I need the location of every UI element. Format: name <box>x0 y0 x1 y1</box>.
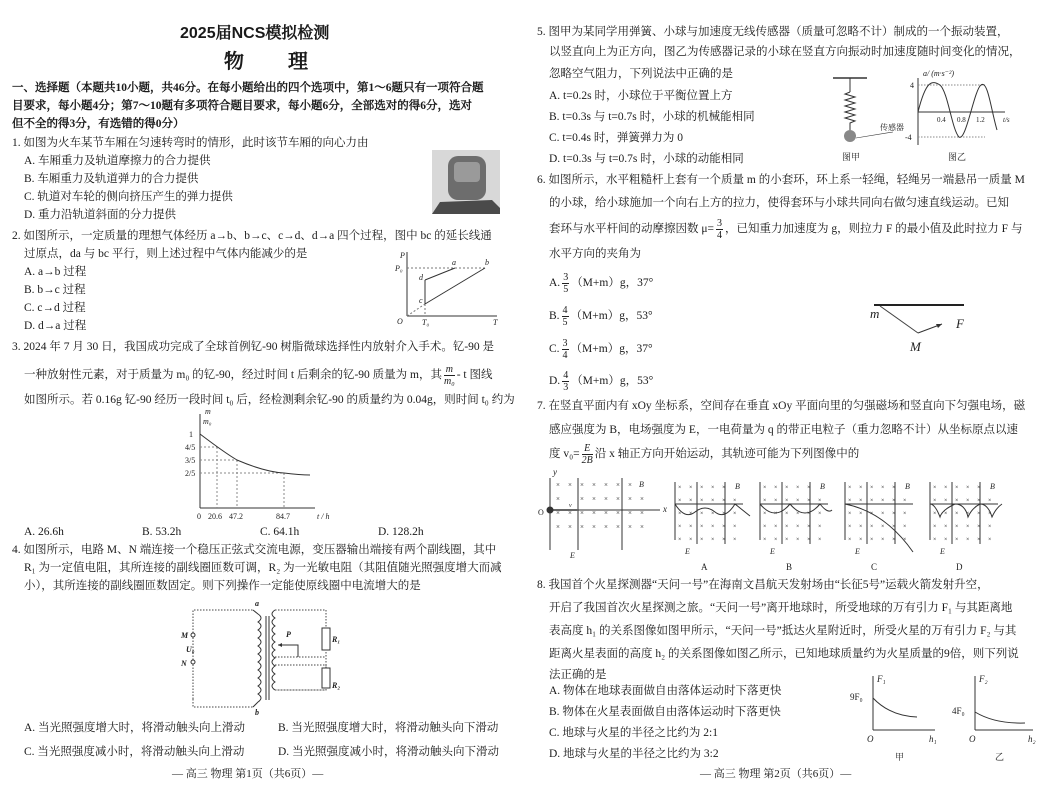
b-field-label: B <box>639 480 644 489</box>
b-field-cross: × <box>818 537 822 543</box>
b-field-cross: × <box>592 523 596 531</box>
b-field-cross: × <box>785 524 789 530</box>
b-field-cross: × <box>892 498 896 504</box>
ring-m-label: m <box>870 306 880 321</box>
q1-option-c: C. 轨道对车轮的侧向挤压产生的弹力提供 <box>24 191 233 203</box>
q8-stem: 距离火星表面的高度 h₂ 的关系图像如图乙所示，已知地球质量约为火星质量的9倍，则下列说 <box>549 648 1019 660</box>
b-field-cross: × <box>678 537 682 543</box>
q7-stem: 度 v₀= $\frac{E}{2B}$ 沿 x 轴正方向开始运动，其轨迹可能为下列图像中的 <box>549 443 860 466</box>
x-tick: 1.2 <box>976 116 985 124</box>
q6-stem: 的小球，给小球施加一个向右上方的拉力，使得套环与小球共同向右做匀速直线运动。已知 <box>549 197 1009 209</box>
x-tick: 47.2 <box>229 512 243 521</box>
b-field-cross: × <box>763 524 767 530</box>
q3-stem: 如图所示。若 0.16g 钇-90 经历一段时间 t₀ 后，经检测剩余钇-90 的质量约为 0.04g，则时间 t₀ 约为 <box>24 394 515 406</box>
b-field-cross: × <box>933 537 937 543</box>
b-field-cross: × <box>944 537 948 543</box>
b-field-cross: × <box>785 498 789 504</box>
q6-stem-text: ，已知重力加速度为 g，则拉力 F 的最小值及此时拉力 F 与 <box>725 223 1023 236</box>
b-field-cross: × <box>640 509 644 517</box>
q4-stem: 小），其所连接的副线圈匝数固定。则下列操作一定能使原线圈中电流增大的是 <box>24 580 421 592</box>
b-field-cross: × <box>848 537 852 543</box>
choice-d-label: D <box>956 562 963 572</box>
q2-option-c: C. c→d 过程 <box>24 302 86 314</box>
b-field-cross: × <box>988 498 992 504</box>
particle <box>547 507 554 514</box>
q3-stem <box>24 364 492 387</box>
b-field-cross: × <box>733 498 737 504</box>
field-trajectory-figures <box>538 467 1025 575</box>
b-field-cross: × <box>955 498 959 504</box>
b-field-cross: × <box>568 509 572 517</box>
x-label: t / h <box>317 512 330 521</box>
b-field-cross: × <box>933 511 937 517</box>
b-field-cross: × <box>678 498 682 504</box>
b-field-cross: × <box>733 524 737 530</box>
q8-option-b: B. 物体在火星表面做自由落体运动时下落更快 <box>549 706 781 718</box>
y-tick: 3/5 <box>185 456 196 465</box>
f2-axis-label: F₂ <box>979 674 988 684</box>
b-field-cross: × <box>628 509 632 517</box>
b-field-cross: × <box>580 481 584 489</box>
b-field-cross: × <box>592 495 596 503</box>
b-field-cross: × <box>859 537 863 543</box>
b-field-cross: × <box>763 537 767 543</box>
page-footer-2: — 高三 物理 第2页（共6页）— <box>700 768 852 780</box>
b-field-cross: × <box>881 498 885 504</box>
b-field-cross: × <box>807 537 811 543</box>
b-field-cross: × <box>955 511 959 517</box>
b-field-cross: × <box>722 537 726 543</box>
b-field-cross: × <box>711 498 715 504</box>
slider-p-label: P <box>286 630 291 639</box>
spring-and-accel-graph <box>825 70 1025 165</box>
point-a-label: a <box>452 258 456 267</box>
b-field-cross: × <box>870 511 874 517</box>
b-field-cross: × <box>628 495 632 503</box>
b-field-cross: × <box>966 498 970 504</box>
point-d-label: d <box>419 273 423 282</box>
r2-label: R₂ <box>332 681 341 690</box>
b-field-cross: × <box>774 511 778 517</box>
q6-option-c: C. $\frac{3}{4}$ （M+m）g，37° <box>549 338 653 361</box>
q4-option-d: D. 当光照强度减小时，将滑动触头向下滑动 <box>278 746 500 758</box>
b-field-cross: × <box>988 524 992 530</box>
point-b-label: b <box>485 258 489 267</box>
q6-option-d: D. $\frac{4}{3}$ （M+m）g，53° <box>549 370 654 393</box>
b-field-cross: × <box>556 495 560 503</box>
q4-option-a: A. 当光照强度增大时，将滑动触头向上滑动 <box>24 722 246 734</box>
b-field-cross: × <box>700 485 704 491</box>
b-field-cross: × <box>944 511 948 517</box>
b-field-cross: × <box>733 537 737 543</box>
f1-intercept-label: 9F₀ <box>850 692 863 702</box>
origin-label: O <box>867 734 874 744</box>
b-field-cross: × <box>700 524 704 530</box>
b-field-cross: × <box>640 523 644 531</box>
b-field-cross: × <box>955 537 959 543</box>
b-field-cross: × <box>818 511 822 517</box>
b-field-cross: × <box>722 485 726 491</box>
b-field-cross: × <box>711 485 715 491</box>
b-field-cross: × <box>944 498 948 504</box>
b-field-cross: × <box>955 524 959 530</box>
accel-y-label: a/ (m·s⁻²) <box>923 69 955 78</box>
b-field-cross: × <box>774 485 778 491</box>
b-field-cross: × <box>977 524 981 530</box>
b-field-cross: × <box>568 481 572 489</box>
b-field-label: B <box>905 482 910 491</box>
q7-stem: 7. 在竖直平面内有 xOy 坐标系，空间存在垂直 xOy 平面向里的匀强磁场和竖直向下匀强电场，磁 <box>537 400 1026 412</box>
b-field-cross: × <box>881 485 885 491</box>
b-field-cross: × <box>774 537 778 543</box>
b-field-cross: × <box>700 537 704 543</box>
ring-rope-diagram <box>868 298 978 358</box>
terminal-a-label: a <box>255 599 259 608</box>
q5-option-b: B. t=0.3s 与 t=0.7s 时，小球的机械能相同 <box>549 111 755 123</box>
b-field-cross: × <box>966 524 970 530</box>
b-field-cross: × <box>848 511 852 517</box>
b-field-cross: × <box>796 524 800 530</box>
q6-stem <box>549 218 1022 241</box>
b-field-cross: × <box>785 511 789 517</box>
b-field-cross: × <box>604 481 608 489</box>
q5-option-d: D. t=0.3s 与 t=0.7s 时，小球的动能相同 <box>549 153 744 165</box>
y-tick: 4 <box>910 81 914 90</box>
b-field-cross: × <box>711 524 715 530</box>
b-field-cross: × <box>556 481 560 489</box>
e-field-label: E <box>770 547 775 556</box>
q8-stem: 开启了我国首次火星探测之旅。“天问一号”离开地球时，所受地球的万有引力 F₁ 与其距离地 <box>549 602 1013 614</box>
b-field-cross: × <box>678 511 682 517</box>
b-field-cross: × <box>796 498 800 504</box>
q2-option-a: A. a→b 过程 <box>24 266 87 278</box>
u0-label: U₀ <box>186 645 195 654</box>
ball-M-label: M <box>910 339 921 354</box>
b-field-cross: × <box>604 495 608 503</box>
q4-option-b: B. 当光照强度增大时，将滑动触头向下滑动 <box>278 722 499 734</box>
q5-stem: 忽略空气阻力，下列说法中正确的是 <box>549 68 733 80</box>
b-field-cross: × <box>870 537 874 543</box>
y-axis-label: y <box>553 467 557 477</box>
q8-option-a: A. 物体在地球表面做自由落体运动时下落更快 <box>549 685 782 697</box>
b-field-cross: × <box>689 485 693 491</box>
e-field-label: E <box>685 547 690 556</box>
b-field-cross: × <box>722 524 726 530</box>
b-field-cross: × <box>689 498 693 504</box>
b-field-cross: × <box>807 498 811 504</box>
b-field-cross: × <box>580 495 584 503</box>
b-field-cross: × <box>818 498 822 504</box>
b-field-cross: × <box>616 523 620 531</box>
q6-stem-text: 套环与水平杆间的动摩擦因数 μ= <box>549 223 715 236</box>
b-field-cross: × <box>689 511 693 517</box>
b-field-label: B <box>990 482 995 491</box>
terminal-n-label: N <box>181 659 187 668</box>
origin-label: O <box>538 508 544 517</box>
b-field-cross: × <box>988 511 992 517</box>
b-field-cross: × <box>892 537 896 543</box>
y-tick: -4 <box>905 133 912 142</box>
b-field-cross: × <box>678 485 682 491</box>
x-tick: 0.4 <box>937 116 946 124</box>
b-field-cross: × <box>700 498 704 504</box>
q3-stem: 3. 2024 年 7 月 30 日，我国成功完成了全球首例钇-90 树脂微球选择性内放射介入手术。钇-90 是 <box>12 341 495 353</box>
graph-a-caption: 甲 <box>895 752 905 762</box>
b-field-cross: × <box>859 498 863 504</box>
q4-stem: 4. 如图所示，电路 M、N 端连接一个稳压正弦式交流电源，变压器输出端接有两个副线圈，其中 <box>12 544 497 556</box>
q3-option-d: D. 128.2h <box>378 526 424 538</box>
b-field-cross: × <box>903 511 907 517</box>
section-instructions: 目要求，每小题4分；第7～10题有多项符合题目要求，每小题6分，全部选对的得6分，选对 <box>12 100 472 112</box>
m-over-m0-fraction: $\frac{m}{\text{m₀}}$ <box>444 364 455 387</box>
subject-title: 物 理 <box>224 51 320 73</box>
b-field-cross: × <box>892 511 896 517</box>
b-field-cross: × <box>616 481 620 489</box>
b-field-cross: × <box>848 524 852 530</box>
b-field-cross: × <box>933 485 937 491</box>
q5-option-c: C. t=0.4s 时，弹簧弹力为 0 <box>549 132 683 144</box>
q8-option-d: D. 地球与火星的半径之比约为 3:2 <box>549 748 719 760</box>
b-field-cross: × <box>796 485 800 491</box>
b-field-cross: × <box>556 523 560 531</box>
q6-stem: 水平方向的夹角为 <box>549 248 641 260</box>
y-tick: 4/5 <box>185 443 196 452</box>
b-field-cross: × <box>774 524 778 530</box>
e-field-label: E <box>855 547 860 556</box>
b-field-cross: × <box>870 485 874 491</box>
q5-stem: 5. 图甲为某同学用弹簧、小球与加速度无线传感器（质量可忽略不计）制成的一个振动装置， <box>537 26 1009 38</box>
b-field-cross: × <box>568 523 572 531</box>
b-field-cross: × <box>592 481 596 489</box>
section-instructions: 一、选择题（本题共10小题，共46分。在每小题给出的四个选项中，第1～6题只有一项符合题 <box>12 82 484 94</box>
b-field-cross: × <box>785 537 789 543</box>
b-field-cross: × <box>903 498 907 504</box>
b-field-cross: × <box>616 509 620 517</box>
q8-stem: 表高度 h₁ 的关系图像如图甲所示，“天问一号”抵达火星附近时，所受火星的万有引力 F₂ 与其 <box>549 625 1017 637</box>
b-field-cross: × <box>678 524 682 530</box>
b-field-cross: × <box>848 498 852 504</box>
y-label-den: m₀ <box>203 417 212 426</box>
b-field-cross: × <box>903 537 907 543</box>
exam-title: 2025届NCS模拟检测 <box>180 25 330 42</box>
e-field-label: E <box>570 551 575 560</box>
b-field-cross: × <box>903 524 907 530</box>
y-label-num: m <box>205 407 211 416</box>
e-field-label: E <box>940 547 945 556</box>
b-field-cross: × <box>689 524 693 530</box>
b-field-cross: × <box>881 524 885 530</box>
pt-diagram <box>395 250 510 326</box>
b-field-cross: × <box>640 495 644 503</box>
b-field-cross: × <box>944 524 948 530</box>
b-field-cross: × <box>796 537 800 543</box>
q3-stem-text: 一种放射性元素，对于质量为 m₀ 的钇-90，经过时间 t 后剩余的钇-90 质量为 m，其 <box>24 369 442 382</box>
b-field-cross: × <box>818 524 822 530</box>
b-field-cross: × <box>774 498 778 504</box>
b-field-cross: × <box>711 537 715 543</box>
b-field-cross: × <box>859 511 863 517</box>
q8-stem: 8. 我国首个火星探测器“天问一号”在海南文昌航天发射场由“长征5号”运载火箭发射升空， <box>537 579 989 591</box>
b-field-cross: × <box>881 511 885 517</box>
q6-option-b: B. $\frac{4}{5}$ （M+m）g，53° <box>549 305 653 328</box>
b-field-cross: × <box>944 485 948 491</box>
q4-option-c: C. 当光照强度减小时，将滑动触头向上滑动 <box>24 746 245 758</box>
b-field-cross: × <box>785 485 789 491</box>
b-field-cross: × <box>977 511 981 517</box>
b-field-cross: × <box>966 537 970 543</box>
x-tick: 20.6 <box>208 512 222 521</box>
q1-option-b: B. 车厢重力及轨道弹力的合力提供 <box>24 173 199 185</box>
b-field-cross: × <box>977 498 981 504</box>
q6-option-a: A. $\frac{3}{5}$ （M+m）g，37° <box>549 272 654 295</box>
b-field-cross: × <box>807 524 811 530</box>
b-field-cross: × <box>604 509 608 517</box>
b-field-cross: × <box>977 537 981 543</box>
terminal-b-label: b <box>255 708 259 717</box>
q8-stem: 法正确的是 <box>549 669 607 681</box>
f2-intercept-label: 4F₀ <box>952 706 965 716</box>
p-axis-label: P <box>400 251 405 260</box>
choice-a-label: A <box>701 562 708 572</box>
b-field-cross: × <box>763 511 767 517</box>
b-field-cross: × <box>988 537 992 543</box>
mu-fraction: $\frac{3}{4}$ <box>717 218 723 241</box>
q5-option-a: A. t=0.2s 时，小球位于平衡位置上方 <box>549 90 733 102</box>
b-field-cross: × <box>870 524 874 530</box>
velocity-label: v <box>569 503 572 509</box>
graph-b-caption: 乙 <box>995 752 1005 762</box>
b-field-cross: × <box>933 498 937 504</box>
q4-stem: R₁ 为一定值电阻，其所连接的副线圈匝数可调，R₂ 为一光敏电阻（其阻值随光照强度增大而减 <box>24 562 502 574</box>
b-field-cross: × <box>977 485 981 491</box>
b-field-cross: × <box>881 537 885 543</box>
x-axis-label: x <box>663 504 667 514</box>
q5-stem: 以竖直向上为正方向，图乙为传感器记录的小球在竖直方向振动时加速度随时间变化的情况， <box>549 46 1021 58</box>
b-field-cross: × <box>892 524 896 530</box>
b-field-cross: × <box>955 485 959 491</box>
b-field-cross: × <box>859 524 863 530</box>
b-field-label: B <box>735 482 740 491</box>
b-field-cross: × <box>580 523 584 531</box>
q3-option-c: C. 64.1h <box>260 526 300 538</box>
t-axis-label: T <box>493 318 498 327</box>
y-tick: 2/5 <box>185 469 196 478</box>
h2-axis-label: h₂ <box>1028 734 1036 744</box>
b-field-cross: × <box>580 509 584 517</box>
decay-graph <box>185 408 345 520</box>
x-tick: 0.8 <box>957 116 966 124</box>
b-field-cross: × <box>628 523 632 531</box>
origin-label: O <box>397 317 403 326</box>
y-tick: 1 <box>189 430 193 439</box>
q3-option-a: A. 26.6h <box>24 526 64 538</box>
b-field-cross: × <box>700 511 704 517</box>
q2-stem: 过原点，da 与 bc 平行，则上述过程中气体内能减少的是 <box>24 248 308 260</box>
q1-option-a: A. 车厢重力及轨道摩擦力的合力提供 <box>24 155 211 167</box>
b-field-cross: × <box>848 485 852 491</box>
b-field-cross: × <box>604 523 608 531</box>
b-field-cross: × <box>763 498 767 504</box>
b-field-cross: × <box>807 485 811 491</box>
q7-stem: 感应强度为 B，电场强度为 E，一电荷量为 q 的带正电粒子（重力忽略不计）从坐标原点以速 <box>549 424 1018 436</box>
x-label: t/s <box>1003 116 1010 124</box>
b-field-cross: × <box>689 537 693 543</box>
train-photo <box>432 150 500 214</box>
b-field-cross: × <box>733 511 737 517</box>
b-field-label: B <box>820 482 825 491</box>
point-c-label: c <box>419 296 423 305</box>
x-tick: 84.7 <box>276 512 290 521</box>
b-field-cross: × <box>807 511 811 517</box>
choice-b-label: B <box>786 562 793 572</box>
b-field-cross: × <box>796 511 800 517</box>
b-field-cross: × <box>933 524 937 530</box>
q1-stem: 1. 如图为火车某节车厢在匀速转弯时的情形，此时该节车厢的向心力由 <box>12 137 369 149</box>
b-field-cross: × <box>616 495 620 503</box>
b-field-cross: × <box>628 481 632 489</box>
figure-b-caption: 图乙 <box>948 152 967 162</box>
b-field-cross: × <box>722 511 726 517</box>
terminal-m-label: M <box>181 631 189 640</box>
h1-axis-label: h₁ <box>929 734 937 744</box>
b-field-cross: × <box>592 509 596 517</box>
r1-label: R₁ <box>332 635 341 644</box>
b-field-cross: × <box>966 485 970 491</box>
force-F-label: F <box>956 316 964 331</box>
figure-a-caption: 图甲 <box>842 152 861 162</box>
section-instructions: 但不全的得3分，有选错的得0分） <box>12 118 185 130</box>
q2-option-d: D. d→a 过程 <box>24 320 87 332</box>
b-field-cross: × <box>859 485 863 491</box>
t0-label: T₀ <box>422 318 430 327</box>
b-field-cross: × <box>966 511 970 517</box>
f1-axis-label: F₁ <box>877 674 886 684</box>
p0-label: P₀ <box>395 264 403 273</box>
sensor-label: 传感器 <box>880 123 904 132</box>
q6-stem: 6. 如图所示，水平粗糙杆上套有一个质量 m 的小套环，环上系一轻绳，轻绳另一端悬吊一质量 M <box>537 174 1025 186</box>
page-footer-1: — 高三 物理 第1页（共6页）— <box>172 768 324 780</box>
q2-stem: 2. 如图所示，一定质量的理想气体经历 a→b、b→c、c→d、d→a 四个过程，图中 bc 的延长线通 <box>12 230 492 242</box>
b-field-cross: × <box>870 498 874 504</box>
b-field-cross: × <box>711 511 715 517</box>
transformer-circuit <box>178 599 341 717</box>
v0-fraction: $\frac{E}{2B}$ <box>581 443 593 466</box>
q2-option-b: B. b→c 过程 <box>24 284 86 296</box>
b-field-cross: × <box>892 485 896 491</box>
q3-option-b: B. 53.2h <box>142 526 182 538</box>
q1-option-d: D. 重力沿轨道斜面的分力提供 <box>24 209 177 221</box>
gravity-height-graphs <box>845 670 1035 765</box>
b-field-cross: × <box>722 498 726 504</box>
q3-stem-text: - t 图线 <box>456 369 493 382</box>
q8-option-c: C. 地球与火星的半径之比约为 2:1 <box>549 727 718 739</box>
origin-label: O <box>969 734 976 744</box>
b-field-cross: × <box>763 485 767 491</box>
x-tick: 0 <box>197 512 201 521</box>
choice-c-label: C <box>871 562 878 572</box>
b-field-cross: × <box>556 509 560 517</box>
